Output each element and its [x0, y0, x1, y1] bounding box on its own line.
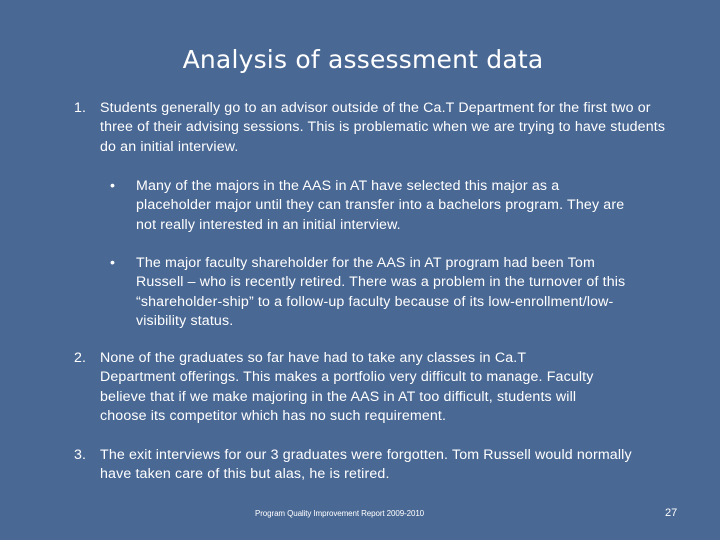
item-text: Students generally go to an advisor outside of the Ca.T Department for the first two or three of their advising sessions. This is problematic when we are trying to have students do an initial interview. [100, 100, 666, 155]
item-text: None of the graduates so far have had to take any classes in Ca.T Department offerings. This makes a portfolio very difficult to manage. Faculty believe that if we make majoring in the AAS in AT too difficult, students will choose its competitor which has no such requirement. [100, 350, 594, 424]
sub-item-text: Many of the majors in the AAS in AT have selected this major as a placeholder major until they can transfer into a bachelors program. They are not really interested in an initial interview. [136, 178, 625, 233]
item-number: 3. [74, 447, 87, 463]
bullet-icon: • [110, 178, 116, 194]
item-text: The exit interviews for our 3 graduates were forgotten. Tom Russell would normally have taken care of this but alas, he is retired. [100, 447, 632, 483]
footer-text: Program Quality Improvement Report 2009-2010 [255, 509, 425, 518]
slide-title: Analysis of assessment data [182, 45, 544, 74]
sub-item-text: The major faculty shareholder for the AAS in AT program had been Tom Russell – who is recently retired. There was a problem in the turnover of this “shareholder-ship” to a follow-up faculty because of its low-enrollment/low-visibility status. [136, 255, 626, 329]
item-number: 2. [74, 350, 87, 366]
bullet-icon: • [110, 255, 116, 271]
item-number: 1. [74, 100, 87, 116]
page-number: 27 [665, 507, 678, 519]
